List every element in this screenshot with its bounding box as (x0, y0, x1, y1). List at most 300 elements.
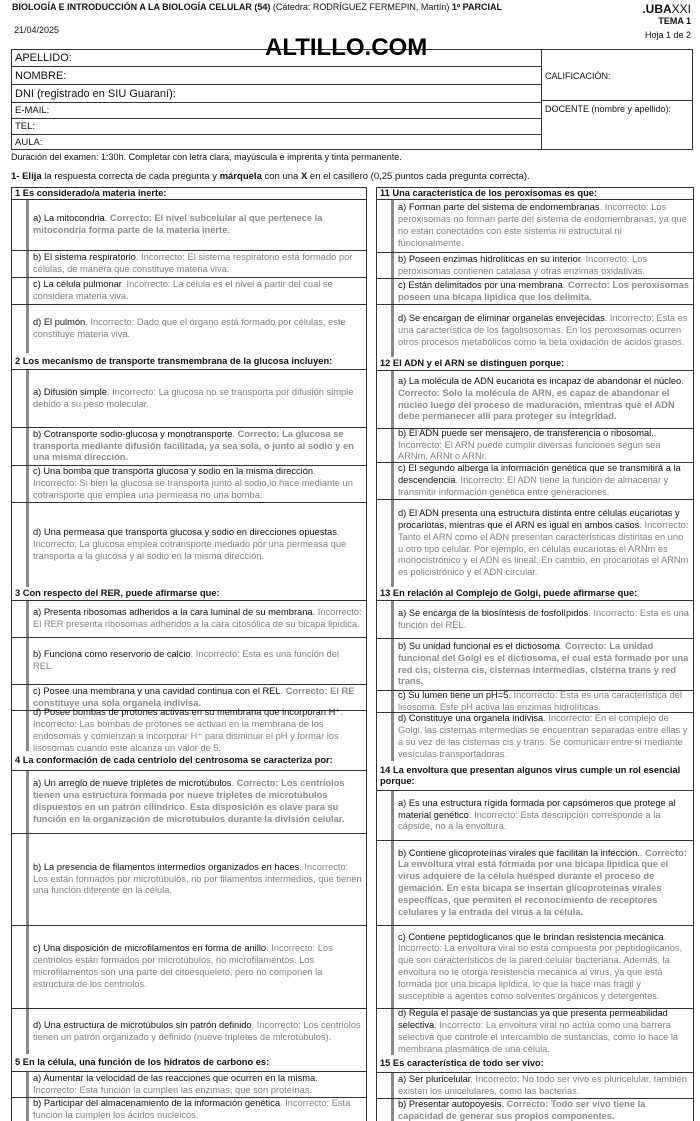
answer-option (12, 466, 366, 503)
question-header: 3 Con respecto del RER, puede afirmarse que: (12, 587, 366, 601)
answer-text (394, 500, 693, 587)
answer-option-label: a) Difusión simple (33, 386, 107, 397)
answer-checkbox[interactable] (377, 500, 394, 587)
answer-option (377, 713, 693, 761)
answer-checkbox[interactable] (377, 691, 394, 712)
separator: . (508, 689, 514, 700)
instr-text: con una (261, 171, 301, 182)
emph-marquela: márquela (219, 171, 262, 182)
answer-option-label: b) Presentar autopoyesis (398, 1098, 502, 1109)
answer-text (29, 370, 366, 427)
separator: . (312, 607, 318, 618)
instr-text: la respuesta correcta de cada pregunta y (41, 171, 220, 182)
answer-option-label: c) Su lumen tiene un pH=5 (398, 689, 509, 700)
answer-checkbox[interactable] (377, 639, 394, 690)
question-options (12, 370, 366, 587)
answer-content (398, 641, 689, 688)
separator: . (559, 640, 565, 651)
explanation-incorrect: Incorrecto: La glucosa emplea cotransporte mediado por una permeasa que transporta a la glucosa y al sodio en la misma dirección. (33, 539, 347, 561)
field-email[interactable]: E-MAIL: (12, 103, 541, 119)
answer-text (394, 1009, 693, 1055)
separator: . (299, 861, 305, 872)
separator: . (681, 375, 684, 386)
answer-checkbox[interactable] (377, 1099, 394, 1121)
answer-checkbox[interactable] (377, 279, 394, 304)
answer-text (394, 371, 693, 428)
answer-checkbox[interactable] (377, 791, 394, 840)
explanation-incorrect: Incorrecto: La envoltura viral no actúa como una barrera selectiva que controle el intercambio de sustancias, como lo hace la membrana plasmática de una célula. (398, 1020, 679, 1054)
field-apellido[interactable]: APELLIDO: (12, 50, 541, 67)
separator: . (104, 213, 111, 224)
section-number: 1- (11, 171, 20, 182)
answer-option-label: b) Funciona como reservorio de calcio (33, 649, 191, 660)
answer-text (29, 638, 366, 684)
explanation-incorrect: Incorrecto: Si bien la glucosa se transporta junto al sodio,lo hace mediante un cotransporte que emplea una permeasa no una bomba. (33, 478, 353, 500)
explanation-incorrect: Incorrecto: En el complejo de Golgi, las cisternas intermedias se encuentran separadas entre ellas y a su vez de las cisternas cis y trans. Se comunican entre sí mediante vesículas transportadoras. (398, 713, 688, 759)
question-options (377, 200, 693, 357)
separator: . (232, 428, 238, 439)
answer-text (29, 428, 366, 465)
answer-option-label: d) El ADN presenta una estructura distinta entre células eucariotas y procariotas, mientras que el ARN es igual en ambos casos (398, 508, 680, 530)
explanation-correct: Correcto: La unidad funcional del Golgi es el dictiosoma, el cual está formado por una red cis, cisterna cis, cisternas intermedias, cisterna trans y red trans. (398, 640, 689, 687)
answer-option-label: d) Regula el pasaje de sustancias ya que presenta permeabilidad selectiva (398, 1008, 668, 1031)
separator: . (315, 1072, 318, 1083)
answer-option (12, 305, 366, 353)
answer-option-label: a) Presenta ribosomas adheridos a la cara luminal de su membrana (33, 607, 313, 618)
answer-option (377, 200, 693, 253)
answer-option-label: c) Una bomba que transporta glucosa y sodio en la misma dirección (33, 466, 314, 477)
answer-option-label: a) Aumentar la velocidad de las reacciones que ocurren en la misma (33, 1072, 316, 1083)
answer-text (394, 791, 693, 840)
answer-option (377, 1099, 693, 1121)
emph-elija: Elija (22, 171, 42, 182)
answer-checkbox[interactable] (377, 841, 394, 925)
answer-option-label: c) Contiene peptidoglicanos que le brindan resistencia mecánica (398, 931, 664, 942)
answer-content (398, 608, 689, 632)
answer-content (33, 527, 362, 562)
answer-option (377, 305, 693, 357)
answer-text (29, 685, 366, 710)
question-options (12, 200, 366, 353)
answer-content (398, 463, 689, 498)
separator: . (604, 313, 610, 324)
answer-content (398, 376, 689, 423)
answer-option-label: d) El pulmón (33, 317, 86, 328)
answer-option (377, 926, 693, 1009)
answer-content (33, 778, 362, 825)
answer-option (12, 251, 366, 278)
answer-text (29, 251, 366, 277)
question-options (12, 771, 366, 1054)
logo-bold: .UBA (642, 2, 672, 16)
answer-option (377, 429, 693, 463)
answer-text (394, 279, 693, 304)
answer-checkbox[interactable] (377, 1009, 394, 1055)
duration-note: Duración del examen: 1:30h. Completar con letra clara, mayúscula e imprenta y tinta permanente. (11, 152, 402, 162)
answer-option (377, 371, 693, 429)
answer-checkbox[interactable] (12, 926, 29, 1008)
separator: . (562, 279, 569, 290)
separator: . (280, 1097, 286, 1108)
separator: . (588, 607, 594, 618)
docente-field: DOCENTE (nombre y apellido): (545, 104, 672, 114)
calificacion-field: CALIFICACIÓN: (545, 71, 611, 81)
answer-checkbox[interactable] (12, 601, 29, 637)
exam-title (12, 2, 502, 12)
watermark: ALTILLO.COM (265, 34, 428, 61)
answer-option-label: c) El segundo alberga la información genética que se transmitirá a la descendencia (398, 463, 681, 486)
catedra: (Cátedra: RODRÍGUEZ FERMEPIN, Martín) (272, 2, 450, 12)
answer-checkbox[interactable] (12, 1072, 29, 1097)
explanation-correct: Correcto: La envoltura viral está formada por una bicapa lipídica que el virus adquiere de la célula huésped durante el proceso de gemación. En esta bicapa se insertan glicoproteínas virales específicas, que permiten el reconocimiento de receptores celulares y la entrada del virus a la célula. (398, 847, 687, 917)
answer-text (394, 463, 693, 499)
answer-option (12, 503, 366, 587)
answer-checkbox[interactable] (377, 200, 394, 252)
answer-option (377, 601, 693, 639)
explanation-correct: Correcto: El nivel subcelular al que pertenece la mitocondria forma parte de la materia inerte. (33, 213, 323, 235)
question-options (377, 371, 693, 587)
question-options (12, 1072, 366, 1121)
explanation-incorrect: Incorrecto: Los centriolos están formados por microtùbulos, no microfilamentos. Los microfilamentos son una parte del citoesqueleto, pero no componen la estructura de los centriolos. (33, 943, 333, 989)
answer-content (33, 252, 362, 276)
answer-content (33, 1020, 362, 1044)
answer-checkbox[interactable] (12, 711, 29, 751)
separator: . (455, 475, 461, 486)
question-header: 11 Una característica de los peroxisomas es que: (377, 188, 693, 200)
answer-option-label: b) El sistema respiratorio (33, 252, 136, 263)
field-dni[interactable]: DNI (registrado en SIU Guaraní): (12, 85, 541, 103)
answer-content (398, 313, 689, 348)
explanation-incorrect: Incorrecto: Los están formados por microtúbulos, no por filamentos intermedios, que tienen una función diferente en la célula. (33, 861, 362, 896)
separator: . (85, 317, 91, 328)
answer-option-label: c) Posee una membrana y una cavidad continua con el REL (33, 685, 281, 696)
answer-content (33, 1098, 362, 1121)
answer-option (12, 601, 366, 638)
answer-text (29, 305, 366, 353)
answer-option-label: b) La presencia de filamentos intermedios organizados en haces (33, 861, 300, 872)
separator: . (121, 279, 127, 290)
answer-text (394, 305, 693, 357)
answer-checkbox[interactable] (12, 771, 29, 833)
explanation-incorrect: Incorrecto: El ARN puede cumplir diversas funciones según sea ARNm, ARNt o ARNr. (398, 439, 661, 462)
question-header: 14 La envoltura que presentan algunos virus cumple un rol esencial porque: (377, 761, 693, 791)
answer-option (377, 841, 693, 926)
answer-checkbox[interactable] (12, 638, 29, 684)
answer-text (29, 1009, 366, 1054)
separator: . (580, 253, 586, 264)
answer-option (377, 500, 693, 587)
explanation-incorrect: Incorrecto: Esta función la cumplen los ácidos nucleicos. (33, 1097, 351, 1120)
explanation-correct: Correcto: Los peroxisomas poseen una bicapa lipídica que los delimita. (398, 279, 689, 302)
answer-option-label: c) Una disposición de microfilamentos en forma de anillo (33, 943, 267, 954)
question-header: 4 La conformación de cada centriolo del centrosoma se caracteriza por: (12, 751, 366, 771)
field-tel[interactable]: TEL: (12, 119, 541, 135)
answer-option-label: a) La molécula de ADN eucariota es incapaz de abandonar el núcleo (398, 375, 682, 386)
answer-content (398, 508, 689, 579)
question-header: 5 En la célula, una función de los hidratos de carbono es: (12, 1054, 366, 1072)
answer-option (377, 791, 693, 841)
separator: . (266, 943, 272, 954)
answer-content (33, 607, 362, 631)
answer-text (394, 713, 693, 761)
answer-text (29, 926, 366, 1008)
student-info-table (11, 49, 693, 150)
separator: . (434, 1020, 440, 1031)
answer-content (398, 848, 689, 919)
answer-option-label: d) Se encargan de eliminar organelas envejecidas (398, 313, 605, 324)
answer-option (377, 1073, 693, 1099)
question-options (377, 791, 693, 1055)
question-options (377, 1073, 693, 1121)
answer-option-label: c) Están delimitados por una membrana (398, 279, 563, 290)
answer-option (377, 691, 693, 713)
answer-text (394, 601, 693, 638)
answer-checkbox[interactable] (377, 463, 394, 499)
question-header: 12 El ADN y el ARN se distinguen porque: (377, 357, 693, 371)
answer-option (377, 463, 693, 500)
question-header: 1 Es considerado/a materia inerte: (12, 188, 366, 200)
explanation-incorrect: Incorrecto: Esta función la cumplen las enzimas, que son proteínas. (33, 1084, 313, 1095)
separator: . (336, 527, 340, 538)
answer-text (29, 503, 366, 587)
answer-text (29, 1072, 366, 1097)
answer-content (398, 690, 689, 714)
instr-text: en el casillero (0,25 puntos cada pregunta correcta). (307, 171, 530, 182)
answer-checkbox[interactable] (377, 429, 394, 462)
answer-content (398, 798, 689, 833)
question-header: 2 Los mecanismo de transporte transmembrana de la glucosa incluyen: (12, 353, 366, 370)
separator: . (470, 1073, 476, 1084)
page-indicator: Hoja 1 de 2 (644, 30, 691, 40)
answer-checkbox[interactable] (12, 834, 29, 925)
answer-option-label: b) Participar del almacenamiento de la información genética (33, 1097, 281, 1108)
answer-option-label: b) Cotransporte sodio-glucosa y monotransporte (33, 428, 233, 439)
separator: . (313, 466, 316, 477)
explanation-incorrect: Incorrecto: El ADN tiene la función de almacenar y transmitir información genética entre generaciones. (398, 475, 669, 497)
answer-content (33, 1073, 362, 1097)
explanation-incorrect: Incorrecto: Esta es una función del REL. (33, 649, 339, 671)
explanation-incorrect: Incorrecto: El RER presenta ribosomas adheridos a la cara citosólica de su bicapa lipídica. (33, 607, 362, 629)
answer-content (33, 279, 362, 303)
question-options (12, 601, 366, 751)
explanation-incorrect: Incorrecto: No todo ser vivo es pluricelular, también existen los unicelulares, como las bacterias. (398, 1073, 687, 1096)
separator: . (135, 252, 141, 263)
separator: . (280, 685, 286, 696)
answer-text (394, 639, 693, 690)
answer-option (12, 834, 366, 926)
explanation-incorrect: Incorrecto: Las bombas de protones se activan en la membrana de los endosomas y comienzan a incorporar H⁺ para disminuir el pH y formar los lisosomas cuando este alcanza un valor de 5. (33, 719, 339, 753)
explanation-incorrect: Incorrecto: La envoltura viral no está compuesta por peptidoglicanos, que son característicos de la pared celular bacteriana. Además, la envoltura no le otorga resistencia mecánica al virus, ya que está formada por una bicapa lipídica, lo que la hace más frágil y susceptible a agentes como solventes orgánicos y detergentes. (398, 943, 683, 1001)
answer-option-label: a) La mitocondria (33, 213, 105, 224)
answer-option-label: a) Un arreglo de nueve tripletes de microtúbulos (33, 778, 232, 789)
answer-checkbox[interactable] (377, 253, 394, 278)
answer-content (33, 943, 362, 990)
answer-text (29, 771, 366, 833)
field-aula[interactable]: AULA: (15, 137, 43, 148)
divider (541, 100, 692, 101)
answer-option-label: b) Poseen enzimas hidrolíticas en su interior (398, 253, 581, 264)
answer-option-label: a) Es una estructura rígida formada por capsómeros que protege al material genético (398, 797, 676, 820)
separator: . (340, 707, 343, 718)
answer-option (12, 1072, 366, 1098)
separator: . (663, 931, 667, 942)
explanation-correct: Correcto: Todo ser vivo tiene la capacidad de generar sus propios componentes. (398, 1098, 646, 1121)
answer-checkbox[interactable] (12, 1009, 29, 1054)
answer-content (398, 428, 689, 463)
explanation-correct: Correcto: Los centriolos tienen una estructura formada por nueve tripletes de microtúbulos dispuestos en un patrón cilíndrico. Esta disposición es clave para su función en la organización de microtúbulos durante la división celular. (33, 778, 345, 824)
answer-checkbox[interactable] (12, 251, 29, 277)
separator: . (190, 649, 196, 660)
answer-option (12, 1009, 366, 1054)
answer-option-label: d) Una estructura de microtúbulos sin patrón definido (33, 1019, 252, 1030)
answer-content (33, 649, 362, 673)
separator: . (231, 778, 237, 789)
answer-option-label: a) Forman parte del sistema de endomembranas (398, 202, 600, 213)
instructions (11, 171, 530, 182)
uba-xxi-logo (642, 2, 691, 16)
explanation-incorrect: Incorrecto: La glucosa no se transporta por difusión simple debido a su peso molecular. (33, 386, 354, 409)
answer-text (29, 278, 366, 304)
answer-content (398, 1099, 689, 1121)
answer-content (33, 707, 362, 754)
answer-option (12, 926, 366, 1009)
answer-text (394, 200, 693, 252)
answer-text (29, 200, 366, 250)
answer-checkbox[interactable] (12, 278, 29, 304)
answer-text (29, 466, 366, 502)
answer-content (398, 713, 689, 760)
explanation-correct: Correcto: El RE constituye una sola organela indivisa. (33, 685, 355, 708)
answer-checkbox[interactable] (12, 503, 29, 587)
answer-text (394, 841, 693, 925)
answer-checkbox[interactable] (377, 601, 394, 638)
separator: . (468, 809, 474, 820)
explanation-incorrect: Incorrecto: Esta es una característica del lisosoma. Este pH activa las enzimas hidrolíticas. (398, 689, 682, 712)
answer-checkbox[interactable] (377, 305, 394, 357)
question-header: 13 En relación al Complejo de Golgi, puede afirmarse que: (377, 587, 693, 601)
separator: . (639, 847, 646, 858)
answer-option (377, 253, 693, 279)
exam-date: 21/04/2025 (14, 25, 60, 35)
answer-option-label: b) Contiene glicoproteínas virales que facilitan la infección. (398, 847, 640, 858)
separator: . (106, 386, 113, 397)
answer-text (394, 253, 693, 278)
answer-option (12, 1098, 366, 1121)
answer-checkbox[interactable] (12, 685, 29, 710)
answer-option (12, 370, 366, 428)
answer-content (33, 387, 362, 411)
answer-option-label: d) Constituye una organela indivisa (398, 713, 544, 724)
answer-option-label: d) Posee bombas de protones activas en su membrana que incorporan H⁺ (33, 707, 341, 718)
answer-option (377, 1009, 693, 1055)
answer-content (33, 686, 362, 710)
answer-text (394, 1073, 693, 1098)
explanation-incorrect: Incorrecto: Los peroxisomas contienen catalasa y otras enzimas oxidativas. (398, 253, 648, 276)
field-nombre[interactable]: NOMBRE: (12, 67, 541, 85)
questions-left-column (11, 187, 367, 1121)
answer-text (394, 926, 693, 1008)
answer-text (29, 601, 366, 637)
course-name: BIOLOGÍA E INTRODUCCIÓN A LA BIOLOGÍA CELULAR (54) (12, 2, 271, 12)
answer-checkbox[interactable] (377, 713, 394, 761)
answer-content (33, 317, 362, 341)
answer-checkbox[interactable] (12, 370, 29, 427)
explanation-incorrect: Incorrecto: Los peroxisomas no forman parte del sistema de endomembranas, ya que no están conectados con este sistema ni estructural ni funcionalmente. (398, 202, 687, 248)
answer-checkbox[interactable] (377, 371, 394, 428)
answer-checkbox[interactable] (377, 926, 394, 1008)
answer-option (12, 200, 366, 251)
answer-option-label: d) Una permeasa que transporta glucosa y sodio en direcciones opuestas (33, 527, 337, 538)
answer-text (29, 834, 366, 925)
question-header: 15 Es característica de todo ser vivo: (377, 1055, 693, 1073)
separator: . (543, 713, 549, 724)
answer-option-label: a) Ser pluricelular (398, 1073, 471, 1084)
answer-content (398, 932, 689, 1003)
explanation-incorrect: Incorrecto: El sistema respiratorio está formado por células, de manera que constituye materia viva. (33, 252, 353, 274)
tema-label: TEMA 1 (658, 16, 691, 26)
questions-right-column (376, 187, 694, 1121)
answer-content (33, 862, 362, 897)
answer-checkbox[interactable] (12, 200, 29, 250)
answer-content (398, 202, 689, 249)
explanation-incorrect: Incorrecto: Tanto el ARN como el ADN presentan características distintas en uno u otro tipo celular. Por ejemplo, en células eucariotas el ARNm es monocistrónico y el ADN es lineal. En cambio, en procariotas el ARNm es policistrónico y el ADN circular. (398, 519, 689, 578)
explanation-incorrect: Incorrecto: Dado que el órgano está formado por células, este constituye materia viva. (33, 317, 346, 339)
answer-checkbox[interactable] (377, 1073, 394, 1098)
explanation-incorrect: Incorrecto: Esta es una característica de los fagolisosomas. En los peroxisomas ocurren otros procesos metabólicos como la beta oxidación de ácidos grasos. (398, 313, 688, 347)
answer-text (394, 691, 693, 712)
answer-content (33, 466, 362, 501)
answer-content (398, 280, 689, 304)
explanation-correct: Correcto: La glucosa se transporta mediante difusión facilitada, ya sea sola, o junto al sodio y en una misma dirección. (33, 428, 354, 463)
answer-option-label: a) Se encarga de la biosíntesis de fosfolípidos (398, 607, 589, 618)
answer-content (398, 1008, 689, 1055)
exam-name: 1º PARCIAL (451, 2, 503, 12)
question-options (377, 601, 693, 761)
separator: . (639, 519, 645, 530)
answer-option (377, 639, 693, 691)
explanation-incorrect: Incorrecto: Los centriolos tienen un patrón organizado y definido (nueve tripletes de microtúbulos). (33, 1019, 361, 1042)
explanation-incorrect: Incorrecto: La célula es el nivel a partir del cual se considera materia viva. (33, 279, 333, 301)
answer-option-label: b) Su unidad funcional es el dictiosoma (398, 640, 560, 651)
logo-light: XXI (671, 2, 691, 16)
answer-checkbox[interactable] (12, 305, 29, 353)
emph-x: X (300, 171, 308, 182)
answer-option-label: b) El ADN puede ser mensajero, de transferencia o ribosomal. (398, 427, 654, 438)
explanation-correct: Correcto: Solo la molécula de ARN, es capaz de abandonar el núcleo luego del proceso de maduración, mientras que el ADN debe permanecer allí para proteger su integridad. (398, 387, 675, 422)
answer-option-label: c) La célula pulmonar (33, 279, 122, 290)
answer-content (33, 429, 362, 464)
answer-content (33, 213, 362, 237)
separator: . (653, 427, 657, 438)
separator: . (501, 1098, 507, 1109)
separator: . (251, 1019, 257, 1030)
answer-text (394, 429, 693, 462)
answer-content (398, 1074, 689, 1098)
explanation-incorrect: Incorrecto: Esta es una función del REL. (398, 607, 689, 630)
answer-checkbox[interactable] (12, 428, 29, 465)
answer-content (398, 254, 689, 278)
answer-option (377, 279, 693, 305)
answer-option (12, 771, 366, 834)
answer-option (12, 278, 366, 305)
answer-text (29, 1098, 366, 1121)
answer-option (12, 638, 366, 685)
answer-checkbox[interactable] (12, 466, 29, 502)
answer-text (394, 1099, 693, 1121)
separator: . (599, 202, 605, 213)
answer-option (12, 707, 366, 753)
answer-checkbox[interactable] (12, 1098, 29, 1121)
